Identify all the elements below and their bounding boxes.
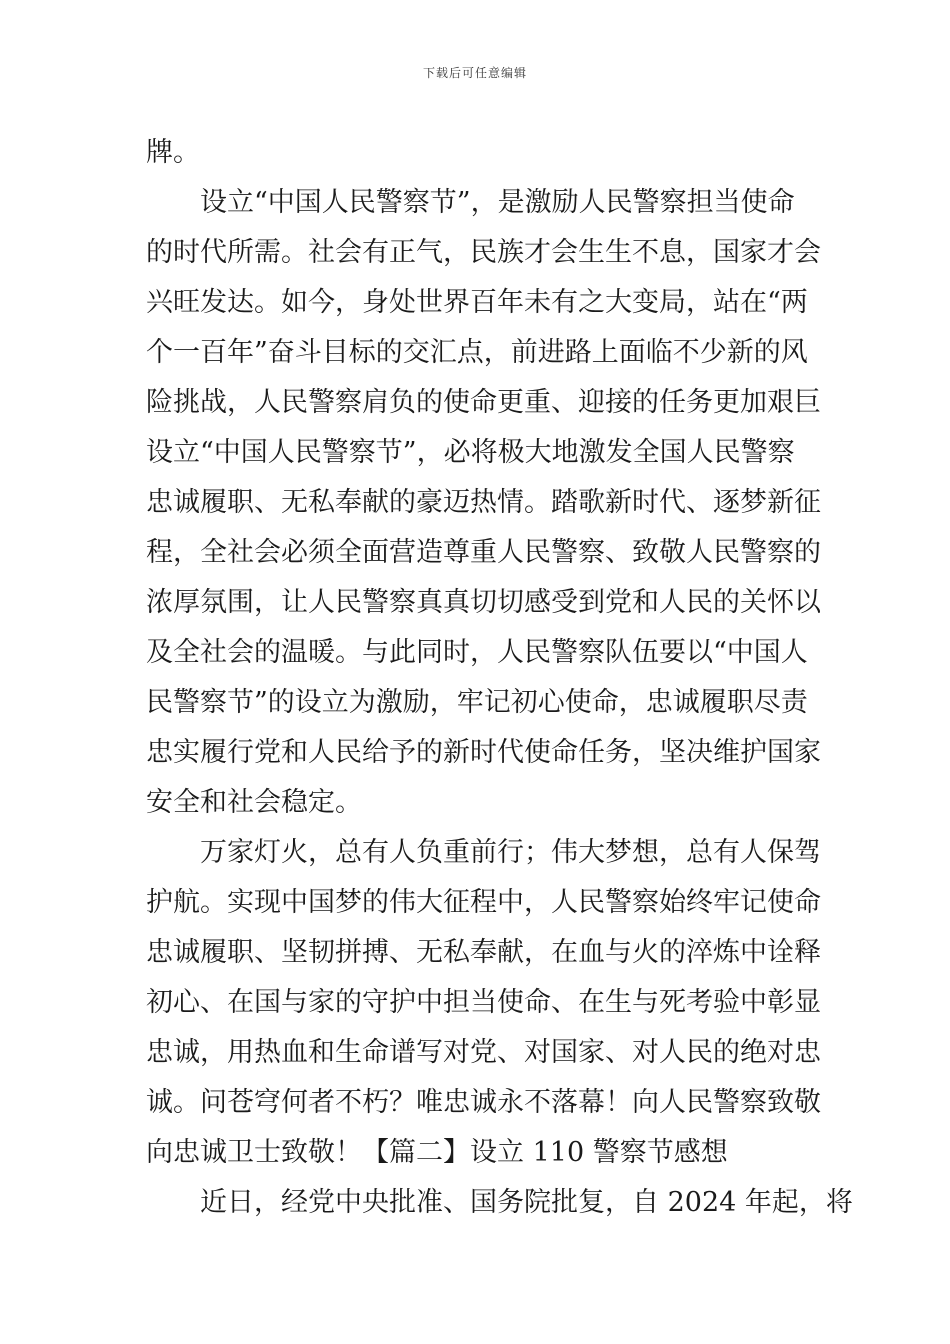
text-line: 设立“中国人民警察节”，必将极大地激发全国人民警察 — [146, 437, 795, 468]
text-line: 安全和社会稳定。 — [146, 787, 362, 818]
text-line: 牌。 — [146, 137, 200, 168]
text-line: 民警察节”的设立为激励，牢记初心使命，忠诚履职尽责 — [146, 687, 808, 718]
text-line: 忠诚，用热血和生命谱写对党、对国家、对人民的绝对忠 — [146, 1037, 821, 1068]
text-line: 兴旺发达。如今，身处世界百年未有之大变局，站在“两 — [146, 287, 808, 318]
paragraph-start-line: 设立“中国人民警察节”，是激励人民警察担当使命 — [200, 187, 795, 218]
paragraph-start-line: 近日，经党中央批准、国务院批复，自 2024 年起，将 — [200, 1187, 853, 1218]
text-line: 及全社会的温暖。与此同时，人民警察队伍要以“中国人 — [146, 637, 808, 668]
text-line: 诚。问苍穹何者不朽？唯忠诚永不落幕！向人民警察致敬 — [146, 1087, 821, 1118]
text-line: 的时代所需。社会有正气，民族才会生生不息，国家才会 — [146, 237, 821, 268]
text-line: 护航。实现中国梦的伟大征程中，人民警察始终牢记使命 — [146, 887, 821, 918]
text-line: 浓厚氛围，让人民警察真真切切感受到党和人民的关怀以 — [146, 587, 821, 618]
text-line: 初心、在国与家的守护中担当使命、在生与死考验中彰显 — [146, 987, 821, 1018]
document-body — [146, 128, 853, 1228]
page-header: 下载后可任意编辑 — [422, 66, 527, 80]
text-line: 险挑战，人民警察肩负的使命更重、迎接的任务更加艰巨 — [146, 387, 821, 418]
paragraph-start-line: 万家灯火，总有人负重前行；伟大梦想，总有人保驾 — [200, 837, 821, 868]
text-line: 忠实履行党和人民给予的新时代使命任务，坚决维护国家 — [146, 737, 821, 768]
text-line: 程，全社会必须全面营造尊重人民警察、致敬人民警察的 — [146, 537, 821, 568]
text-line: 忠诚履职、坚韧拼搏、无私奉献，在血与火的淬炼中诠释 — [146, 937, 821, 968]
text-line: 个一百年”奋斗目标的交汇点，前进路上面临不少新的风 — [146, 337, 808, 368]
text-line: 忠诚履职、无私奉献的豪迈热情。踏歌新时代、逐梦新征 — [146, 487, 821, 518]
text-line: 向忠诚卫士致敬！【篇二】设立 110 警察节感想 — [146, 1137, 728, 1168]
